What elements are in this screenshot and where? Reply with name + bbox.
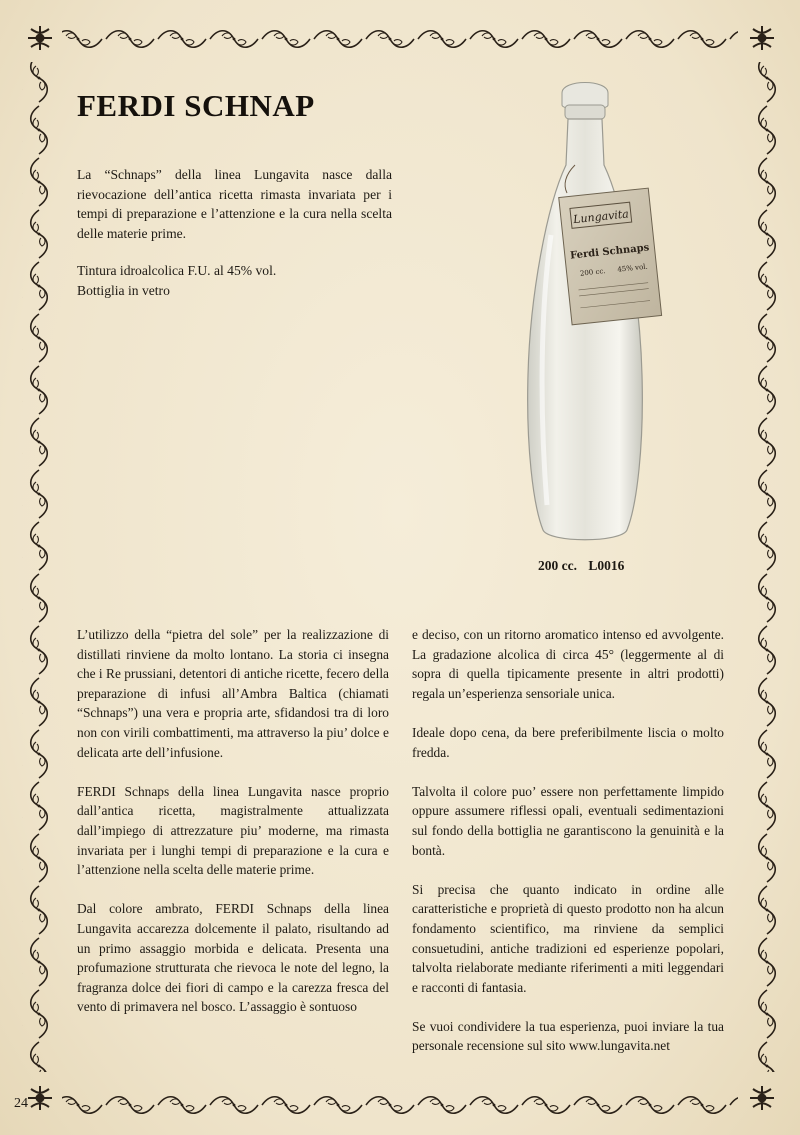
border-bottom bbox=[62, 1093, 738, 1119]
bottle-tag-volume: 200 cc. bbox=[579, 267, 606, 278]
text-column-right bbox=[412, 625, 724, 1076]
corner-flourish-icon bbox=[750, 26, 774, 50]
body-paragraph: FERDI Schnaps della linea Lungavita nasce proprio dall’antica ricetta, magistralmente attualizzata dall’impiego di attrezzature piu’ moderne, ma rimasta invariata per i lunghi tempi di preparazione e la cura e l’attenzione nella scelta delle materie prime. bbox=[77, 783, 389, 878]
body-paragraph: Dal colore ambrato, FERDI Schnaps della linea Lungavita accarezza dolcemente il palato, risultando ad un primo assaggio morbida e delicata. Presenta una profumazione strutturata che rievoca le note del legno, la fragranza dolce dei fiori di campo e la carezza fresca del vento di primavera nel bosco. L’assaggio è sontuoso bbox=[77, 901, 389, 1015]
spec-alcohol: Tintura idroalcolica F.U. al 45% vol. bbox=[77, 263, 277, 278]
product-caption bbox=[538, 558, 632, 574]
corner-flourish-icon bbox=[750, 1086, 774, 1110]
body-paragraph: Talvolta il colore puo’ essere non perfettamente limpido oppure assumere riflessi opali, eventuali sedimentazioni sul fondo della bottiglia ne garantiscono la genuinità e la bontà. bbox=[412, 783, 724, 858]
caption-volume: 200 cc. bbox=[538, 558, 577, 573]
body-paragraph: Ideale dopo cena, da bere preferibilmente liscia o molto fredda. bbox=[412, 724, 724, 760]
body-paragraph: Se vuoi condividere la tua esperienza, puoi inviare la tua personale recensione sul sito www.lungavita.net bbox=[412, 1018, 724, 1054]
bottle-tag-abv: 45% vol. bbox=[616, 262, 649, 274]
border-top bbox=[62, 22, 738, 48]
intro-section bbox=[77, 165, 392, 243]
border-right bbox=[752, 62, 778, 1072]
caption-code: L0016 bbox=[588, 558, 625, 573]
specs-list bbox=[77, 261, 392, 300]
bottle-image bbox=[505, 75, 665, 550]
page-number: 24 bbox=[14, 1096, 28, 1111]
border-left bbox=[22, 62, 48, 1072]
spec-bottle: Bottiglia in vetro bbox=[77, 282, 170, 298]
body-paragraph: e deciso, con un ritorno aromatico intenso ed avvolgente. La gradazione alcolica di circa 45° (leggermente al di sopra di quella tipicamente presente in altri prodotti) regala un’esperienza sensoriale unica. bbox=[412, 627, 724, 701]
page-title: FERDI SCHNAP bbox=[77, 88, 315, 123]
bottle-tag-name: Ferdi Schnaps bbox=[569, 242, 650, 262]
body-paragraph: Si precisa che quanto indicato in ordine alle caratteristiche e proprietà di questo prodotto non ha alcun fondamento scientifico, ma rinviene da semplici consuetudini, antiche tradizioni ed esperienze popolari, talvolta rielaborate mediante riferimenti a miti leggendari e racconti di fantasia. bbox=[412, 881, 724, 995]
corner-flourish-icon bbox=[28, 26, 52, 50]
bottle-tag-brand: Lungavita bbox=[572, 207, 630, 227]
intro-paragraph: La “Schnaps” della linea Lungavita nasce dalla rievocazione dell’antica ricetta rimasta invariata per i tempi di preparazione e l’attenzione e la cura nella scelta delle materie prime. bbox=[77, 167, 392, 241]
corner-flourish-icon bbox=[28, 1086, 52, 1110]
body-paragraph: L’utilizzo della “pietra del sole” per la realizzazione di distillati rinviene da molto lontano. La storia ci insegna che i Re prussiani, detentori di antiche ricette, fecero della preparazione di infusi all’Ambra Baltica (chiamati “Schnaps”) una vera e propria arte, sfidandosi tra di loro non con virili combattimenti, ma attraverso la piu’ dolce e delicata arte dell’infusione. bbox=[77, 627, 389, 760]
text-column-left bbox=[77, 625, 389, 1036]
